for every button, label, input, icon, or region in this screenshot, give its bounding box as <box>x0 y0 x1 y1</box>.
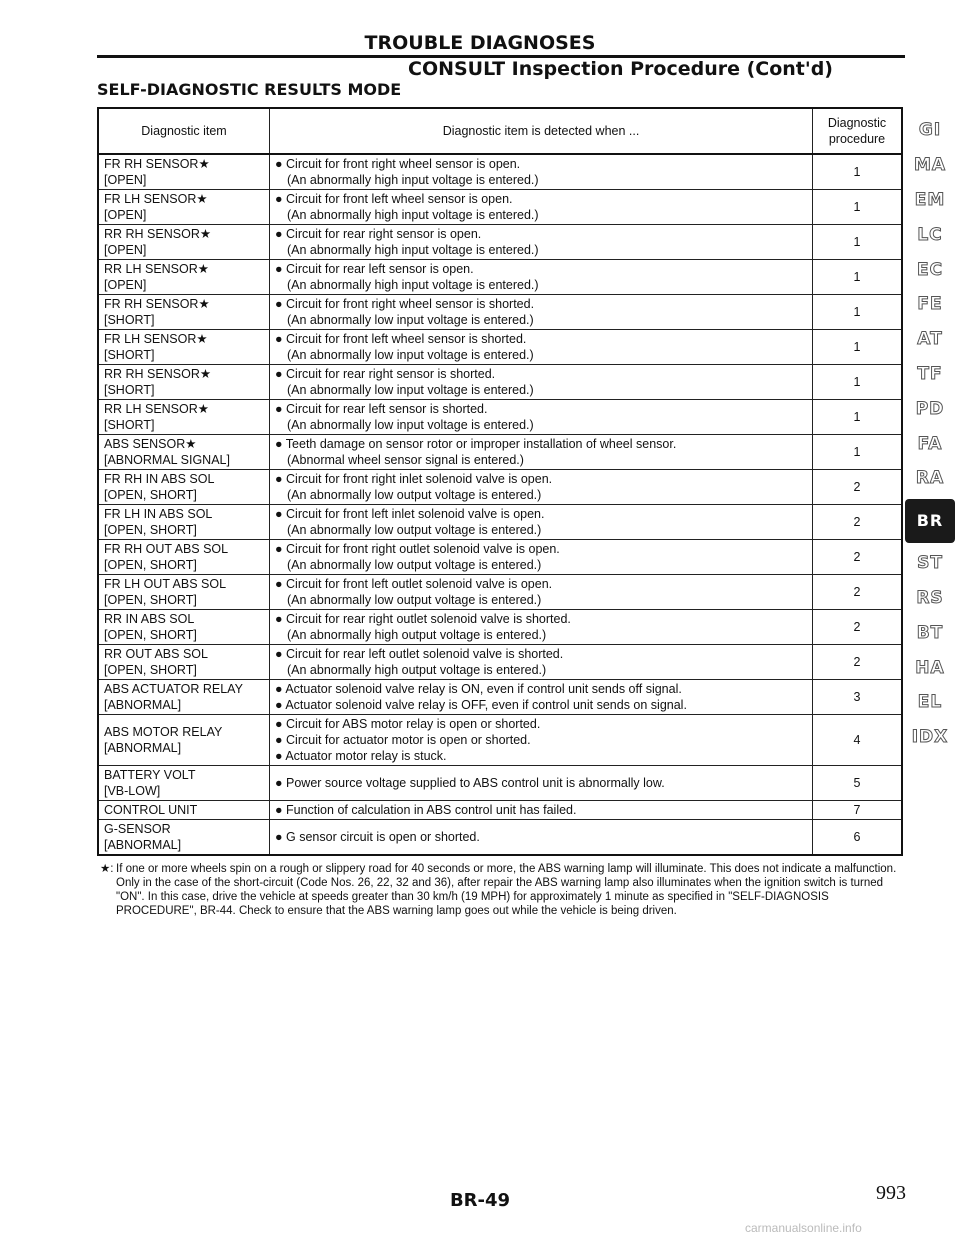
procedure-number-cell: 3 <box>813 680 903 715</box>
procedure-number-cell: 2 <box>813 470 903 505</box>
detection-condition-cell <box>270 610 813 645</box>
detection-condition-cell <box>270 715 813 766</box>
table-row <box>98 365 902 400</box>
diagnostic-table <box>97 107 903 856</box>
index-tab-rs[interactable]: RS <box>916 587 944 608</box>
procedure-number-cell: 1 <box>813 330 903 365</box>
condition-line: ● Circuit for front right inlet solenoid valve is open. <box>275 472 553 486</box>
condition-line: ● Circuit for actuator motor is open or shorted. <box>275 733 531 747</box>
diagnostic-item-cell: FR LH IN ABS SOL [OPEN, SHORT] <box>98 505 270 540</box>
table-row <box>98 470 902 505</box>
diagnostic-item-cell: RR IN ABS SOL [OPEN, SHORT] <box>98 610 270 645</box>
table-row <box>98 575 902 610</box>
detection-condition-cell <box>270 295 813 330</box>
condition-line: ● Circuit for front right wheel sensor is open. <box>275 157 521 171</box>
procedure-number-cell: 1 <box>813 295 903 330</box>
condition-line: ● Teeth damage on sensor rotor or improper installation of wheel sensor. <box>275 437 677 451</box>
procedure-number-cell: 7 <box>813 801 903 820</box>
condition-line: (An abnormally low output voltage is entered.) <box>287 558 542 572</box>
index-tab-ma[interactable]: MA <box>913 155 947 176</box>
table-row <box>98 330 902 365</box>
table-row <box>98 295 902 330</box>
procedure-number-cell: 1 <box>813 154 903 190</box>
detection-condition-cell <box>270 154 813 190</box>
detection-condition-cell <box>270 225 813 260</box>
condition-line: ● Circuit for front left inlet solenoid valve is open. <box>275 507 545 521</box>
index-tab-em[interactable]: EM <box>914 189 946 210</box>
condition-line: ● Circuit for rear left sensor is shorted. <box>275 402 488 416</box>
procedure-number-cell: 2 <box>813 540 903 575</box>
condition-line: ● G sensor circuit is open or shorted. <box>275 830 480 844</box>
detection-condition-cell <box>270 820 813 856</box>
table-row <box>98 820 902 856</box>
table-row <box>98 801 902 820</box>
watermark: carmanualsonline.info <box>745 1221 862 1235</box>
mode-title: SELF-DIAGNOSTIC RESULTS MODE <box>97 80 402 99</box>
condition-line: ● Power source voltage supplied to ABS control unit is abnormally low. <box>275 776 665 790</box>
table-row <box>98 715 902 766</box>
table-row <box>98 435 902 470</box>
diagnostic-item-cell: FR LH SENSOR★ [SHORT] <box>98 330 270 365</box>
detection-condition-cell <box>270 435 813 470</box>
detection-condition-cell <box>270 766 813 801</box>
diagnostic-item-cell: FR RH SENSOR★ [OPEN] <box>98 154 270 190</box>
footnote-mark: ★: <box>100 863 114 875</box>
condition-line: (Abnormal wheel sensor signal is entered.) <box>287 453 524 467</box>
table-row <box>98 260 902 295</box>
table-row <box>98 680 902 715</box>
condition-line: (An abnormally high input voltage is entered.) <box>287 243 539 257</box>
index-tab-ra[interactable]: RA <box>915 468 945 489</box>
detection-condition-cell <box>270 680 813 715</box>
diagnostic-item-cell: BATTERY VOLT [VB-LOW] <box>98 766 270 801</box>
col-header-condition: Diagnostic item is detected when ... <box>270 108 813 154</box>
detection-condition-cell <box>270 575 813 610</box>
diagnostic-item-cell: ABS SENSOR★ [ABNORMAL SIGNAL] <box>98 435 270 470</box>
procedure-number-cell: 1 <box>813 365 903 400</box>
diagnostic-item-cell: G-SENSOR [ABNORMAL] <box>98 820 270 856</box>
procedure-number-cell: 1 <box>813 260 903 295</box>
page-code: BR-49 <box>449 1190 511 1211</box>
detection-condition-cell <box>270 365 813 400</box>
detection-condition-cell <box>270 400 813 435</box>
diagnostic-item-cell: RR LH SENSOR★ [OPEN] <box>98 260 270 295</box>
index-tab-fa[interactable]: FA <box>917 433 943 454</box>
diagnostic-item-cell: CONTROL UNIT <box>98 801 270 820</box>
table-row <box>98 610 902 645</box>
condition-line: ● Circuit for front left wheel sensor is open. <box>275 192 513 206</box>
index-tab-gi[interactable]: GI <box>918 120 942 141</box>
index-tab-fe[interactable]: FE <box>917 294 943 315</box>
index-tab-tf[interactable]: TF <box>917 363 943 384</box>
table-row <box>98 505 902 540</box>
table-row <box>98 400 902 435</box>
procedure-number-cell: 2 <box>813 575 903 610</box>
table-row <box>98 225 902 260</box>
condition-line: (An abnormally high output voltage is entered.) <box>287 628 547 642</box>
table-row <box>98 154 902 190</box>
condition-line: (An abnormally low output voltage is entered.) <box>287 593 542 607</box>
procedure-number-cell: 1 <box>813 190 903 225</box>
diagnostic-item-cell: ABS MOTOR RELAY [ABNORMAL] <box>98 715 270 766</box>
detection-condition-cell <box>270 540 813 575</box>
procedure-number-cell: 2 <box>813 505 903 540</box>
condition-line: ● Actuator solenoid valve relay is ON, even if control unit sends off signal. <box>275 682 682 696</box>
condition-line: ● Circuit for rear right sensor is shorted. <box>275 367 496 381</box>
detection-condition-cell <box>270 645 813 680</box>
procedure-number-cell: 1 <box>813 225 903 260</box>
page-number: 993 <box>876 1182 906 1204</box>
index-tab-pd[interactable]: PD <box>915 398 945 419</box>
condition-line: (An abnormally low input voltage is entered.) <box>287 418 534 432</box>
diagnostic-item-cell: RR LH SENSOR★ [SHORT] <box>98 400 270 435</box>
diagnostic-item-cell: RR OUT ABS SOL [OPEN, SHORT] <box>98 645 270 680</box>
condition-line: (An abnormally high input voltage is entered.) <box>287 278 539 292</box>
condition-line: (An abnormally low input voltage is entered.) <box>287 348 534 362</box>
condition-line: (An abnormally low input voltage is entered.) <box>287 383 534 397</box>
index-tab-br[interactable]: BR <box>905 499 955 543</box>
index-tab-bt[interactable]: BT <box>916 622 944 643</box>
condition-line: ● Circuit for rear right outlet solenoid valve is shorted. <box>275 612 571 626</box>
condition-line: (An abnormally low output voltage is entered.) <box>287 523 542 537</box>
detection-condition-cell <box>270 330 813 365</box>
detection-condition-cell <box>270 505 813 540</box>
procedure-number-cell: 6 <box>813 820 903 856</box>
condition-line: ● Circuit for front right outlet solenoid valve is open. <box>275 542 560 556</box>
index-tab-ec[interactable]: EC <box>916 259 944 280</box>
index-tab-ha[interactable]: HA <box>915 657 945 678</box>
detection-condition-cell <box>270 260 813 295</box>
index-tab-lc[interactable]: LC <box>917 224 943 245</box>
diagnostic-item-cell: FR LH OUT ABS SOL [OPEN, SHORT] <box>98 575 270 610</box>
index-tab-at[interactable]: AT <box>917 329 943 350</box>
detection-condition-cell <box>270 190 813 225</box>
condition-line: ● Actuator solenoid valve relay is OFF, even if control unit sends on signal. <box>275 698 687 712</box>
procedure-number-cell: 1 <box>813 435 903 470</box>
col-header-item: Diagnostic item <box>98 108 270 154</box>
index-tab-st[interactable]: ST <box>917 553 943 574</box>
condition-line: ● Function of calculation in ABS control unit has failed. <box>275 803 577 817</box>
condition-line: ● Circuit for rear left sensor is open. <box>275 262 474 276</box>
diagnostic-item-cell: RR RH SENSOR★ [OPEN] <box>98 225 270 260</box>
table-row <box>98 540 902 575</box>
condition-line: (An abnormally low output voltage is entered.) <box>287 488 542 502</box>
procedure-number-cell: 2 <box>813 610 903 645</box>
diagnostic-item-cell: FR RH OUT ABS SOL [OPEN, SHORT] <box>98 540 270 575</box>
index-tab-el[interactable]: EL <box>917 692 943 713</box>
condition-line: (An abnormally high output voltage is entered.) <box>287 663 547 677</box>
section-subtitle: CONSULT Inspection Procedure (Cont'd) <box>408 58 833 80</box>
detection-condition-cell <box>270 801 813 820</box>
procedure-number-cell: 1 <box>813 400 903 435</box>
table-row <box>98 190 902 225</box>
condition-line: ● Circuit for front left outlet solenoid valve is open. <box>275 577 553 591</box>
index-tab-idx[interactable]: IDX <box>911 727 949 748</box>
table-body <box>98 154 902 855</box>
procedure-number-cell: 4 <box>813 715 903 766</box>
section-index-tabs <box>905 113 955 755</box>
table-row <box>98 766 902 801</box>
table-row <box>98 645 902 680</box>
diagnostic-item-cell: FR RH SENSOR★ [SHORT] <box>98 295 270 330</box>
detection-condition-cell <box>270 470 813 505</box>
procedure-number-cell: 2 <box>813 645 903 680</box>
section-title: TROUBLE DIAGNOSES <box>364 32 596 54</box>
condition-line: (An abnormally high input voltage is entered.) <box>287 208 539 222</box>
diagnostic-item-cell: FR RH IN ABS SOL [OPEN, SHORT] <box>98 470 270 505</box>
condition-line: ● Circuit for front left wheel sensor is shorted. <box>275 332 527 346</box>
table-header-row <box>98 108 902 154</box>
condition-line: (An abnormally low input voltage is entered.) <box>287 313 534 327</box>
condition-line: ● Circuit for ABS motor relay is open or shorted. <box>275 717 541 731</box>
col-header-procedure: Diagnostic procedure <box>813 108 903 154</box>
condition-line: ● Circuit for rear left outlet solenoid valve is shorted. <box>275 647 564 661</box>
procedure-number-cell: 5 <box>813 766 903 801</box>
footnote-text: If one or more wheels spin on a rough or slippery road for 40 seconds or more, the ABS warning lamp will illuminate. This does not indicate a malfunction. Only in the case of the short-circuit (Code Nos. 26, 22, 32 and 36), after repair the ABS warning lamp also illuminates when the ignition switch is turned "ON". In this case, drive the vehicle at speeds greater than 30 km/h (19 MPH) for approximately 1 minute as specified in "SELF-DIAGNOSIS PROCEDURE", BR-44. Check to ensure that the ABS warning lamp goes out while the vehicle is being driven. <box>116 863 897 917</box>
condition-line: ● Circuit for front right wheel sensor is shorted. <box>275 297 535 311</box>
condition-line: ● Actuator motor relay is stuck. <box>275 749 447 763</box>
condition-line: ● Circuit for rear right sensor is open. <box>275 227 482 241</box>
diagnostic-item-cell: FR LH SENSOR★ [OPEN] <box>98 190 270 225</box>
footnote <box>100 862 900 918</box>
diagnostic-item-cell: ABS ACTUATOR RELAY [ABNORMAL] <box>98 680 270 715</box>
diagnostic-item-cell: RR RH SENSOR★ [SHORT] <box>98 365 270 400</box>
condition-line: (An abnormally high input voltage is entered.) <box>287 173 539 187</box>
